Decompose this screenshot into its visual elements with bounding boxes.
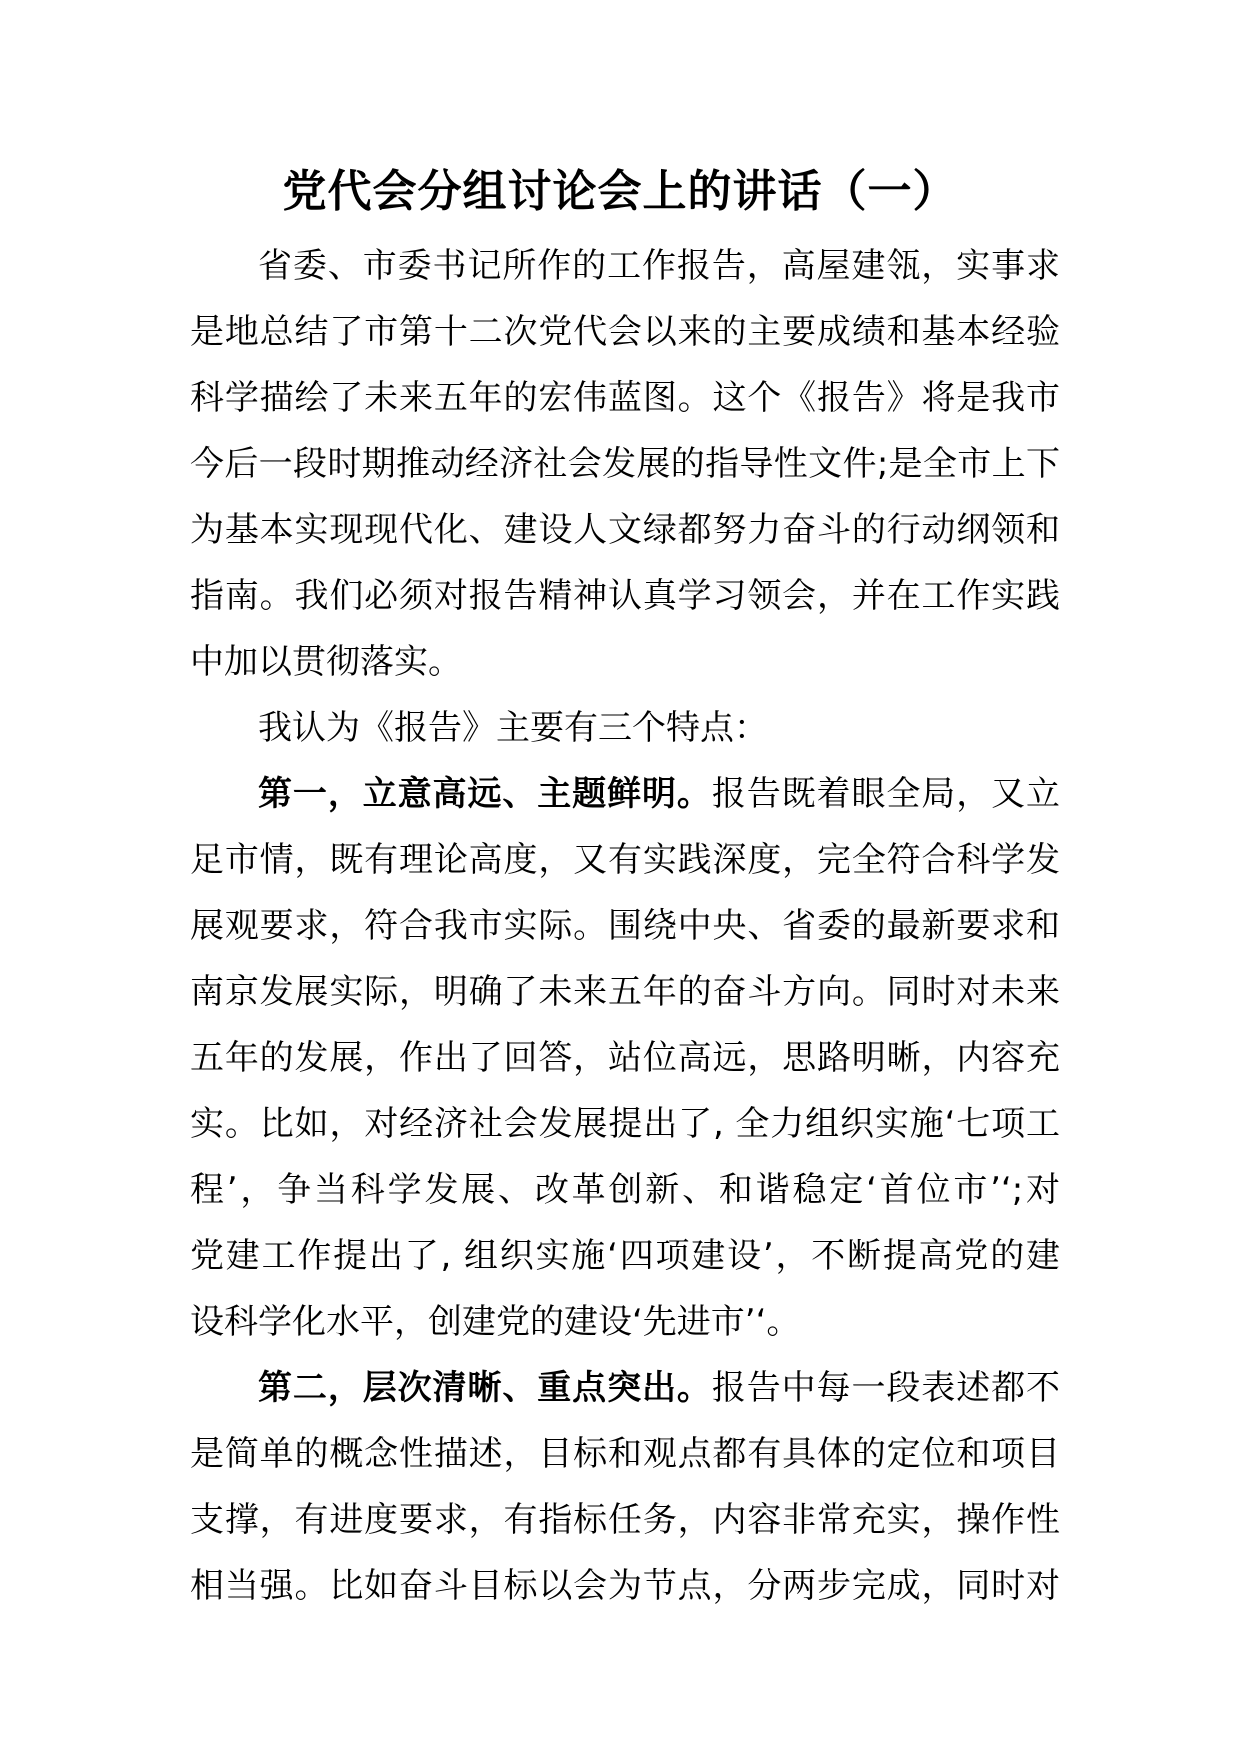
paragraph-line: 南京发展实际，明确了未来五年的奋斗方向。同时对未来 <box>190 972 1060 1012</box>
paragraph-lead-heading: 第二，层次清晰、重点突出。 <box>258 1368 712 1408</box>
document-title: 党代会分组讨论会上的讲话（一） <box>282 166 958 217</box>
paragraph-line: 程’，争当科学发展、改革创新、和谐稳定‘首位市’‘;对 <box>190 1170 1060 1210</box>
document-body <box>190 233 1060 1619</box>
paragraph-line: 今后一段时期推动经济社会发展的指导性文件;是全市上下 <box>190 444 1060 484</box>
paragraph-line: 相当强。比如奋斗目标以会为节点，分两步完成，同时对 <box>190 1566 1060 1606</box>
paragraph-first-line <box>190 761 1060 827</box>
paragraph-line: 为基本实现现代化、建设人文绿都努力奋斗的行动纲领和 <box>190 510 1060 550</box>
paragraph-line: 科学描绘了未来五年的宏伟蓝图。这个《报告》将是我市 <box>190 378 1060 418</box>
paragraph-line: 是简单的概念性描述，目标和观点都有具体的定位和项目 <box>190 1434 1060 1474</box>
paragraph-line: 五年的发展，作出了回答，站位高远，思路明晰，内容充 <box>190 1038 1060 1078</box>
paragraph-line: 省委、市委书记所作的工作报告，高屋建瓴，实事求 <box>258 246 1060 286</box>
paragraph-lead-heading: 第一，立意高远、主题鲜明。 <box>258 774 712 814</box>
paragraph-line: 足市情，既有理论高度，又有实践深度，完全符合科学发 <box>190 840 1060 880</box>
paragraph-line-rest: 报告既着眼全局，又立 <box>711 774 1061 814</box>
paragraph-line: 中加以贯彻落实。 <box>190 642 462 682</box>
paragraph-line: 党建工作提出了, 组织实施‘四项建设’，不断提高党的建 <box>190 1236 1060 1276</box>
paragraph-line: 展观要求，符合我市实际。围绕中央、省委的最新要求和 <box>190 906 1060 946</box>
paragraph-line: 我认为《报告》主要有三个特点： <box>258 708 768 748</box>
paragraph-line: 支撑，有进度要求，有指标任务，内容非常充实，操作性 <box>190 1500 1060 1540</box>
paragraph-line: 指南。我们必须对报告精神认真学习领会，并在工作实践 <box>190 576 1060 616</box>
paragraph-line: 设科学化水平，创建党的建设‘先进市’‘。 <box>190 1302 801 1342</box>
paragraph-first-line <box>190 1355 1060 1421</box>
paragraph-line: 实。比如，对经济社会发展提出了, 全力组织实施‘七项工 <box>190 1104 1060 1144</box>
paragraph-line: 是地总结了市第十二次党代会以来的主要成绩和基本经验 <box>190 312 1060 352</box>
paragraph-line-rest: 报告中每一段表述都不 <box>711 1368 1061 1408</box>
